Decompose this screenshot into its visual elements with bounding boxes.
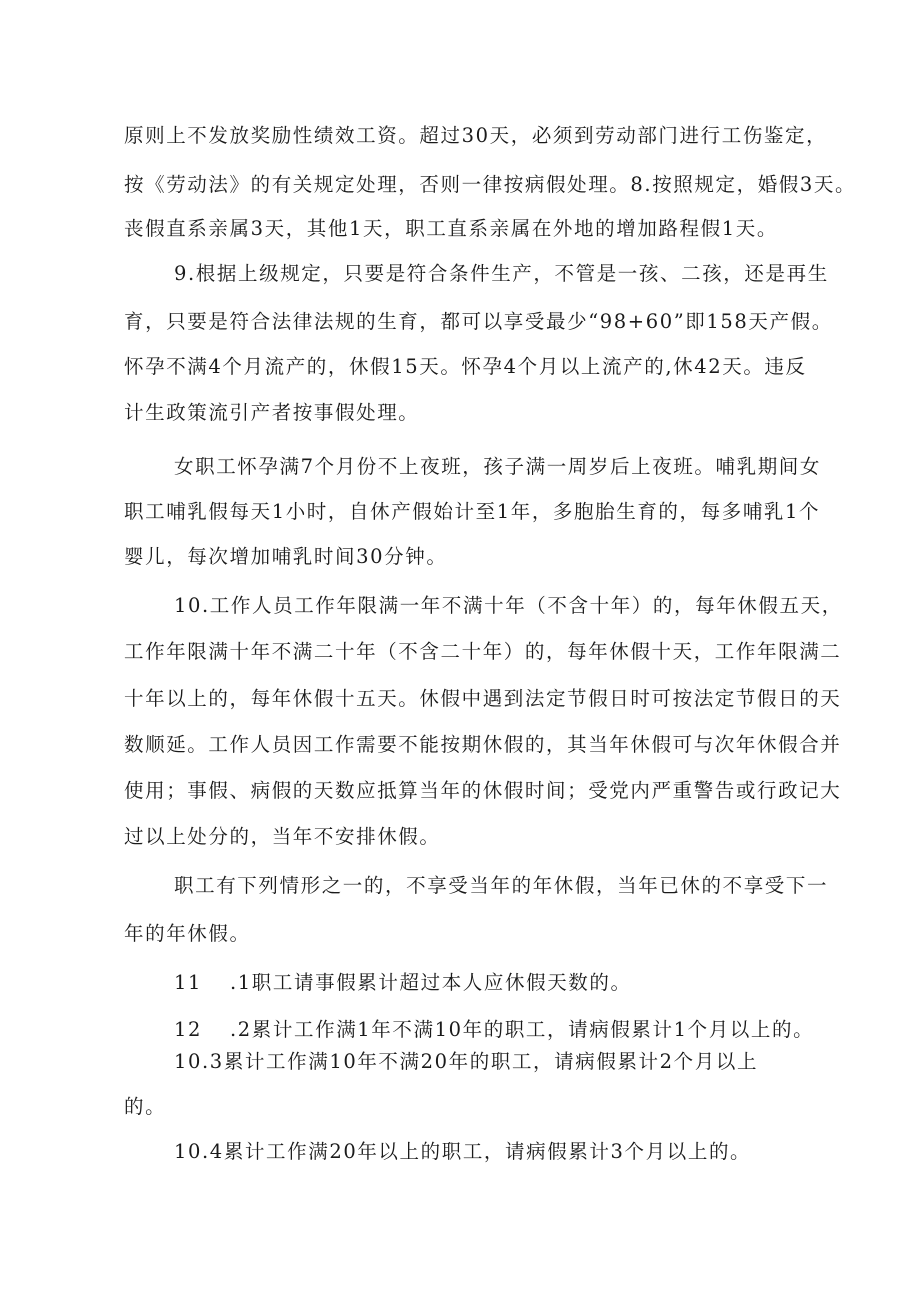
text-line: 10.3累计工作满10年不满20年的职工，请病假累计2个月以上	[174, 1050, 759, 1073]
text-line: 使用；事假、病假的天数应抵算当年的休假时间；受党内严重警告或行政记大	[124, 779, 842, 802]
list-item	[174, 1016, 920, 1044]
text-line: 10.工作人员工作年限满一年不满十年（不含十年）的，每年休假五天，	[174, 594, 843, 617]
text-line: 工作年限满十年不满二十年（不含二十年）的，每年休假十天，工作年限满二	[124, 640, 842, 663]
text-line: 育，只要是符合法律法规的生育，都可以享受最少“98+60”即158天产假。	[124, 310, 833, 333]
list-item-text: .2累计工作满1年不满10年的职工，请病假累计1个月以上的。	[230, 1018, 815, 1041]
text-line: 年的年休假。	[124, 922, 251, 945]
text-line: 女职工怀孕满7个月份不上夜班，孩子满一周岁后上夜班。哺乳期间女	[174, 455, 822, 478]
text-line: 职工有下列情形之一的，不享受当年的年休假，当年已休的不享受下一	[174, 874, 829, 897]
text-line: 原则上不发放奖励性绩效工资。超过30天，必须到劳动部门进行工伤鉴定，	[124, 124, 828, 147]
text-line: 职工哺乳假每天1小时，自休产假始计至1年，多胞胎生育的，每多哺乳1个	[124, 500, 821, 523]
text-line: 按《劳动法》的有关规定处理，否则一律按病假处理。8.按照规定，婚假3天。	[124, 173, 857, 196]
list-item-number: 11	[174, 971, 203, 994]
text-line: 的。	[124, 1095, 167, 1118]
text-line: 婴儿，每次增加哺乳时间30分钟。	[124, 545, 448, 568]
text-line: 丧假直系亲属3天，其他1天，职工直系亲属在外地的增加路程假1天。	[124, 217, 778, 240]
text-line: 数顺延。工作人员因工作需要不能按期休假的，其当年休假可与次年休假合并	[124, 733, 842, 756]
text-line: 过以上处分的，当年不安排休假。	[124, 825, 441, 848]
list-item	[174, 969, 920, 997]
list-item-text: .1职工请事假累计超过本人应休假天数的。	[230, 971, 632, 994]
text-line: 计生政策流引产者按事假处理。	[124, 401, 420, 424]
text-line: 9.根据上级规定，只要是符合条件生产，不管是一孩、二孩，还是再生	[174, 262, 829, 285]
text-line: 怀孕不满4个月流产的，休假15天。怀孕4个月以上流产的,休42天。违反	[124, 355, 807, 378]
text-line: 十年以上的，每年休假十五天。休假中遇到法定节假日时可按法定节假日的天	[124, 687, 842, 710]
list-item-number: 12	[174, 1018, 203, 1041]
text-line: 10.4累计工作满20年以上的职工，请病假累计3个月以上的。	[174, 1140, 752, 1163]
